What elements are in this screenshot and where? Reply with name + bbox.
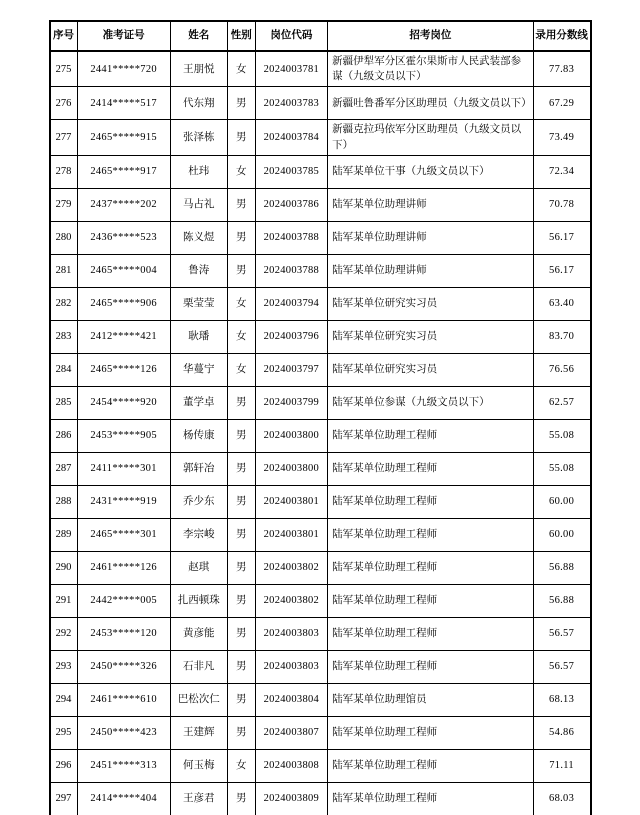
table-row — [50, 188, 591, 221]
table-row — [50, 287, 591, 320]
table-cell-serial: 275 — [50, 51, 78, 87]
table-cell-score: 67.29 — [533, 87, 590, 120]
table-cell-score: 56.57 — [533, 650, 590, 683]
table-cell-serial: 276 — [50, 87, 78, 120]
table-cell-gender: 男 — [227, 650, 255, 683]
table-cell-serial: 286 — [50, 419, 78, 452]
table-cell-serial: 291 — [50, 584, 78, 617]
table-cell-serial: 278 — [50, 155, 78, 188]
table-cell-ticket: 2442*****005 — [77, 584, 170, 617]
table-cell-score: 76.56 — [533, 353, 590, 386]
table-cell-gender: 男 — [227, 485, 255, 518]
table-cell-position: 陆军某单位助理工程师 — [328, 518, 534, 551]
table-cell-score: 55.08 — [533, 419, 590, 452]
table-cell-position: 陆军某单位助理馆员 — [328, 683, 534, 716]
table-cell-gender: 男 — [227, 683, 255, 716]
table-cell-gender: 男 — [227, 782, 255, 815]
table-cell-position: 新疆吐鲁番军分区助理员（九级文员以下） — [328, 87, 534, 120]
header-cell-position: 招考岗位 — [328, 21, 534, 51]
table-cell-gender: 男 — [227, 87, 255, 120]
table-row — [50, 419, 591, 452]
header-cell-serial: 序号 — [50, 21, 78, 51]
table-cell-score: 56.17 — [533, 221, 590, 254]
table-cell-name: 郭轩冶 — [170, 452, 227, 485]
table-cell-serial: 284 — [50, 353, 78, 386]
table-cell-serial: 282 — [50, 287, 78, 320]
table-cell-ticket: 2431*****919 — [77, 485, 170, 518]
table-row — [50, 320, 591, 353]
table-cell-score: 70.78 — [533, 188, 590, 221]
table-cell-code: 2024003788 — [255, 221, 328, 254]
table-row — [50, 452, 591, 485]
table-cell-score: 71.11 — [533, 749, 590, 782]
table-cell-ticket: 2465*****004 — [77, 254, 170, 287]
table-cell-position: 陆军某单位参谋（九级文员以下） — [328, 386, 534, 419]
table-cell-serial: 295 — [50, 716, 78, 749]
table-cell-gender: 男 — [227, 221, 255, 254]
table-cell-name: 马占礼 — [170, 188, 227, 221]
table-cell-code: 2024003802 — [255, 584, 328, 617]
table-cell-serial: 287 — [50, 452, 78, 485]
table-row — [50, 51, 591, 87]
table-cell-code: 2024003788 — [255, 254, 328, 287]
table-body — [50, 51, 591, 815]
table-row — [50, 650, 591, 683]
table-cell-position: 陆军某单位助理讲师 — [328, 221, 534, 254]
table-cell-score: 56.57 — [533, 617, 590, 650]
table-cell-serial: 277 — [50, 120, 78, 155]
table-cell-position: 陆军某单位助理工程师 — [328, 419, 534, 452]
table-cell-code: 2024003794 — [255, 287, 328, 320]
table-cell-name: 王朋悦 — [170, 51, 227, 87]
table-cell-serial: 283 — [50, 320, 78, 353]
table-cell-serial: 280 — [50, 221, 78, 254]
table-cell-code: 2024003797 — [255, 353, 328, 386]
header-cell-name: 姓名 — [170, 21, 227, 51]
table-cell-score: 72.34 — [533, 155, 590, 188]
table-cell-gender: 男 — [227, 386, 255, 419]
table-cell-name: 代东翔 — [170, 87, 227, 120]
table-cell-score: 63.40 — [533, 287, 590, 320]
table-row — [50, 683, 591, 716]
table-row — [50, 485, 591, 518]
table-cell-code: 2024003800 — [255, 419, 328, 452]
table-cell-position: 新疆克拉玛依军分区助理员（九级文员以下） — [328, 120, 534, 155]
table-cell-ticket: 2465*****301 — [77, 518, 170, 551]
table-cell-position: 陆军某单位干事（九级文员以下） — [328, 155, 534, 188]
table-cell-position: 陆军某单位研究实习员 — [328, 287, 534, 320]
table-cell-ticket: 2465*****906 — [77, 287, 170, 320]
table-cell-gender: 男 — [227, 716, 255, 749]
table-cell-ticket: 2454*****920 — [77, 386, 170, 419]
table-cell-ticket: 2414*****404 — [77, 782, 170, 815]
table-cell-ticket: 2465*****915 — [77, 120, 170, 155]
table-row — [50, 584, 591, 617]
table-cell-position: 陆军某单位助理工程师 — [328, 584, 534, 617]
table-row — [50, 221, 591, 254]
table-cell-code: 2024003804 — [255, 683, 328, 716]
header-cell-code: 岗位代码 — [255, 21, 328, 51]
header-cell-score: 录用分数线 — [533, 21, 590, 51]
table-cell-score: 56.88 — [533, 584, 590, 617]
table-cell-score: 68.13 — [533, 683, 590, 716]
table-row — [50, 518, 591, 551]
table-cell-gender: 女 — [227, 287, 255, 320]
table-cell-position: 陆军某单位研究实习员 — [328, 320, 534, 353]
table-cell-position: 陆军某单位助理工程师 — [328, 485, 534, 518]
table-cell-position: 陆军某单位助理讲师 — [328, 188, 534, 221]
table-cell-position: 陆军某单位助理工程师 — [328, 749, 534, 782]
table-cell-gender: 女 — [227, 749, 255, 782]
table-cell-code: 2024003799 — [255, 386, 328, 419]
table-cell-gender: 男 — [227, 120, 255, 155]
table-cell-position: 陆军某单位助理工程师 — [328, 452, 534, 485]
table-cell-ticket: 2450*****423 — [77, 716, 170, 749]
table-cell-ticket: 2436*****523 — [77, 221, 170, 254]
table-cell-serial: 297 — [50, 782, 78, 815]
table-cell-ticket: 2411*****301 — [77, 452, 170, 485]
table-cell-ticket: 2465*****917 — [77, 155, 170, 188]
table-cell-code: 2024003803 — [255, 650, 328, 683]
table-cell-gender: 男 — [227, 617, 255, 650]
table-cell-code: 2024003785 — [255, 155, 328, 188]
table-cell-score: 60.00 — [533, 485, 590, 518]
table-cell-gender: 女 — [227, 353, 255, 386]
table-cell-name: 黄彦能 — [170, 617, 227, 650]
table-cell-name: 耿璠 — [170, 320, 227, 353]
table-cell-ticket: 2461*****610 — [77, 683, 170, 716]
table-row — [50, 254, 591, 287]
table-cell-code: 2024003808 — [255, 749, 328, 782]
results-table — [49, 20, 592, 815]
table-row — [50, 617, 591, 650]
table-cell-gender: 男 — [227, 584, 255, 617]
table-cell-code: 2024003807 — [255, 716, 328, 749]
table-cell-code: 2024003781 — [255, 51, 328, 87]
table-cell-gender: 女 — [227, 51, 255, 87]
table-cell-score: 56.17 — [533, 254, 590, 287]
table-cell-name: 王建辉 — [170, 716, 227, 749]
table-row — [50, 716, 591, 749]
table-cell-score: 68.03 — [533, 782, 590, 815]
table-cell-gender: 男 — [227, 188, 255, 221]
table-cell-code: 2024003803 — [255, 617, 328, 650]
table-row — [50, 120, 591, 155]
table-cell-position: 陆军某单位助理工程师 — [328, 716, 534, 749]
table-cell-position: 新疆伊犁军分区霍尔果斯市人民武装部参谋（九级文员以下） — [328, 51, 534, 87]
table-cell-name: 扎西顿珠 — [170, 584, 227, 617]
table-cell-serial: 290 — [50, 551, 78, 584]
table-cell-serial: 292 — [50, 617, 78, 650]
table-cell-name: 张泽栋 — [170, 120, 227, 155]
table-cell-name: 华蔓宁 — [170, 353, 227, 386]
table-cell-score: 60.00 — [533, 518, 590, 551]
table-cell-name: 董学卓 — [170, 386, 227, 419]
table-cell-position: 陆军某单位助理讲师 — [328, 254, 534, 287]
table-cell-name: 石非凡 — [170, 650, 227, 683]
table-cell-position: 陆军某单位助理工程师 — [328, 551, 534, 584]
table-cell-code: 2024003783 — [255, 87, 328, 120]
table-cell-position: 陆军某单位助理工程师 — [328, 650, 534, 683]
table-cell-name: 乔少东 — [170, 485, 227, 518]
table-cell-name: 巴松次仁 — [170, 683, 227, 716]
table-cell-ticket: 2453*****120 — [77, 617, 170, 650]
table-cell-gender: 男 — [227, 254, 255, 287]
table-cell-name: 赵琪 — [170, 551, 227, 584]
table-cell-score: 83.70 — [533, 320, 590, 353]
table-row — [50, 749, 591, 782]
table-row — [50, 353, 591, 386]
table-cell-ticket: 2437*****202 — [77, 188, 170, 221]
table-cell-gender: 男 — [227, 518, 255, 551]
header-cell-ticket: 准考证号 — [77, 21, 170, 51]
table-cell-score: 62.57 — [533, 386, 590, 419]
table-cell-code: 2024003802 — [255, 551, 328, 584]
table-row — [50, 87, 591, 120]
table-cell-serial: 296 — [50, 749, 78, 782]
table-cell-code: 2024003801 — [255, 518, 328, 551]
header-row — [50, 21, 591, 51]
table-cell-gender: 男 — [227, 551, 255, 584]
table-cell-score: 73.49 — [533, 120, 590, 155]
table-cell-score: 56.88 — [533, 551, 590, 584]
table-cell-code: 2024003786 — [255, 188, 328, 221]
table-cell-name: 杜玮 — [170, 155, 227, 188]
header-cell-gender: 性别 — [227, 21, 255, 51]
table-cell-ticket: 2441*****720 — [77, 51, 170, 87]
table-cell-gender: 男 — [227, 419, 255, 452]
table-row — [50, 155, 591, 188]
table-cell-code: 2024003796 — [255, 320, 328, 353]
table-cell-name: 栗莹莹 — [170, 287, 227, 320]
table-cell-serial: 281 — [50, 254, 78, 287]
table-cell-code: 2024003801 — [255, 485, 328, 518]
table-cell-ticket: 2414*****517 — [77, 87, 170, 120]
table-cell-code: 2024003800 — [255, 452, 328, 485]
table-row — [50, 782, 591, 815]
table-cell-score: 55.08 — [533, 452, 590, 485]
table-cell-name: 鲁涛 — [170, 254, 227, 287]
table-cell-code: 2024003809 — [255, 782, 328, 815]
table-cell-position: 陆军某单位研究实习员 — [328, 353, 534, 386]
table-cell-code: 2024003784 — [255, 120, 328, 155]
table-cell-ticket: 2451*****313 — [77, 749, 170, 782]
table-cell-name: 陈义煜 — [170, 221, 227, 254]
table-cell-position: 陆军某单位助理工程师 — [328, 782, 534, 815]
table-cell-name: 何玉梅 — [170, 749, 227, 782]
table-cell-name: 李宗峻 — [170, 518, 227, 551]
table-cell-ticket: 2453*****905 — [77, 419, 170, 452]
table-row — [50, 386, 591, 419]
table-cell-serial: 285 — [50, 386, 78, 419]
table-cell-score: 77.83 — [533, 51, 590, 87]
table-cell-serial: 294 — [50, 683, 78, 716]
table-cell-ticket: 2461*****126 — [77, 551, 170, 584]
table-cell-serial: 279 — [50, 188, 78, 221]
table-cell-ticket: 2465*****126 — [77, 353, 170, 386]
table-row — [50, 551, 591, 584]
table-cell-name: 杨传康 — [170, 419, 227, 452]
table-cell-gender: 女 — [227, 155, 255, 188]
table-cell-ticket: 2412*****421 — [77, 320, 170, 353]
table-cell-serial: 288 — [50, 485, 78, 518]
table-cell-gender: 女 — [227, 320, 255, 353]
table-cell-gender: 男 — [227, 452, 255, 485]
table-cell-position: 陆军某单位助理工程师 — [328, 617, 534, 650]
table-cell-ticket: 2450*****326 — [77, 650, 170, 683]
table-cell-serial: 289 — [50, 518, 78, 551]
table-cell-score: 54.86 — [533, 716, 590, 749]
table-cell-serial: 293 — [50, 650, 78, 683]
table-cell-name: 王彦君 — [170, 782, 227, 815]
